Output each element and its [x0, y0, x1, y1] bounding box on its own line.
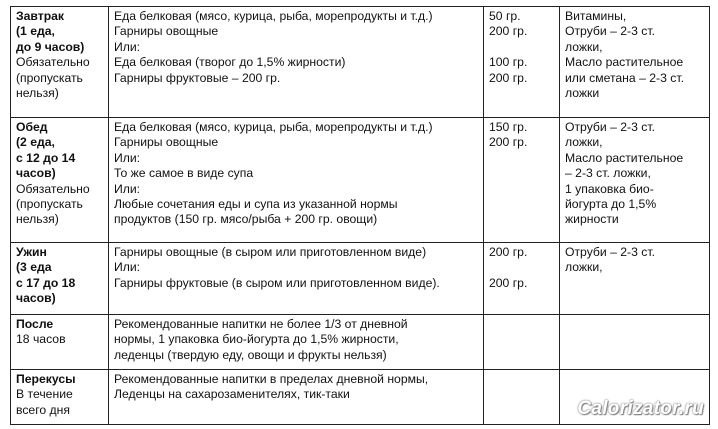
- table-row-breakfast: [11, 7, 710, 118]
- items-cell: Гарниры овощные (в сыром или приготовленном виде) Или: Гарниры фруктовые (в сыром или приготовленном виде).: [109, 243, 484, 315]
- diet-schedule-table: [10, 6, 710, 425]
- extras-cell: [560, 315, 710, 370]
- amounts-cell: 200 гр. 200 гр.: [484, 243, 560, 315]
- amounts-cell: 150 гр. 200 гр.: [484, 118, 560, 243]
- items-cell: Еда белковая (мясо, курица, рыба, морепродукты и т.д.) Гарниры овощные Или: Еда белковая (творог до 1,5% жирности) Гарниры фруктовые – 200 гр.: [109, 7, 484, 118]
- extras-cell: Отруби – 2-3 ст. ложки,: [560, 243, 710, 315]
- items-cell: Рекомендованные напитки в пределах дневной нормы, Леденцы на сахарозаменителях, тик-таки: [109, 370, 484, 425]
- items-cell: Рекомендованные напитки не более 1/3 от дневной нормы, 1 упаковка био-йогурта до 1,5% жирности, леденцы (твердую еду, овощи и фрукты нельзя): [109, 315, 484, 370]
- items-cell: Еда белковая (мясо, курица, рыба, морепродукты и т.д.) Гарниры овощные Или: То же самое в виде супа Или: Любые сочетания еды и супа из указанной нормы продуктов (150 гр. мясо/рыба + 200 гр. овощи): [109, 118, 484, 243]
- amounts-cell: [484, 370, 560, 425]
- meal-cell: Завтрак (1 еда, до 9 часов) Обязательно (пропускать нельзя): [11, 7, 109, 118]
- extras-cell: Витамины, Отруби – 2-3 ст. ложки, Масло растительное или сметана – 2-3 ст. ложки: [560, 7, 710, 118]
- meal-cell: Ужин (3 еда с 17 до 18 часов): [11, 243, 109, 315]
- meal-cell: После 18 часов: [11, 315, 109, 370]
- amounts-cell: [484, 315, 560, 370]
- table-row-after: [11, 315, 710, 370]
- meal-cell: Перекусы В течение всего дня: [11, 370, 109, 425]
- amounts-cell: 50 гр. 200 гр. 100 гр. 200 гр.: [484, 7, 560, 118]
- extras-cell: Отруби – 2-3 ст. ложки, Масло растительное – 2-3 ст. ложки, 1 упаковка био- йогурта до 1,5% жирности: [560, 118, 710, 243]
- watermark: Calorizator.ru: [577, 398, 704, 419]
- table-row-lunch: [11, 118, 710, 243]
- meal-cell: Обед (2 еда, с 12 до 14 часов) Обязательно (пропускать нельзя): [11, 118, 109, 243]
- table-row-dinner: [11, 243, 710, 315]
